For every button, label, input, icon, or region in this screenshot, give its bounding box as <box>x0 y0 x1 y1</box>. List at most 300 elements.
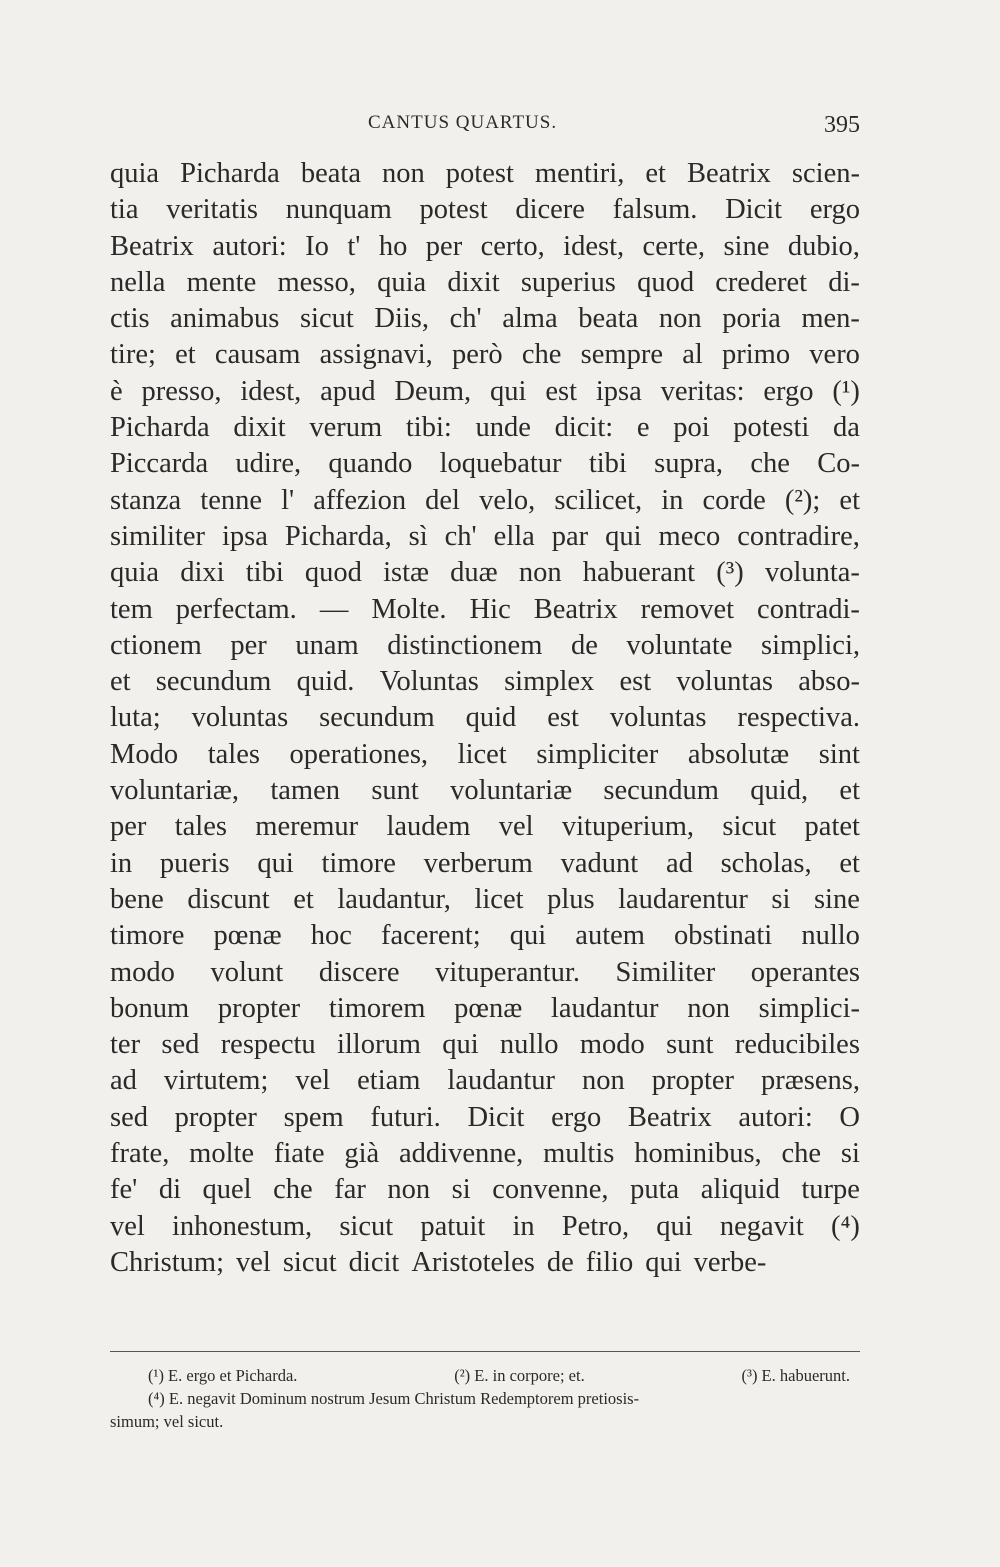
word: sed <box>110 1101 148 1133</box>
word: fe' <box>110 1174 138 1206</box>
footnote-1: (¹) E. ergo et Picharda. <box>148 1366 298 1385</box>
word: meco <box>658 520 721 552</box>
word: vel <box>295 1065 331 1097</box>
word: quod <box>637 266 695 298</box>
word: vel <box>236 1246 271 1278</box>
word: ad <box>110 1065 137 1097</box>
text-line <box>110 1063 860 1099</box>
word: similiter <box>110 520 205 552</box>
word: Beatrix <box>627 1101 712 1133</box>
text-line <box>110 265 860 301</box>
word: reducibiles <box>734 1029 860 1061</box>
word: hominibus, <box>634 1138 762 1170</box>
text-line <box>110 1172 860 1208</box>
word: simpliciter <box>536 738 659 770</box>
text-line <box>110 1100 860 1136</box>
word: di <box>158 1174 181 1206</box>
word: O <box>839 1101 860 1133</box>
text-line <box>110 483 860 519</box>
word: qui <box>509 920 547 952</box>
word: dicere <box>515 194 585 226</box>
word: meremur <box>255 811 359 843</box>
word: luta; <box>110 702 161 734</box>
word: timore <box>321 847 396 879</box>
word: qui <box>645 1246 682 1278</box>
word: puta <box>630 1174 680 1206</box>
word: Dicit <box>467 1101 525 1133</box>
word: operationes, <box>289 738 429 770</box>
word: autem <box>575 920 645 952</box>
word: sicut <box>282 1246 337 1278</box>
word: ipsa <box>221 520 268 552</box>
word: tire; <box>110 339 156 371</box>
word: veritas: <box>660 375 745 407</box>
word: habuerant <box>582 557 696 589</box>
word: de <box>546 1246 574 1278</box>
word: Picharda, <box>284 520 392 552</box>
page-number: 395 <box>824 112 860 138</box>
word: è <box>110 375 123 407</box>
word: præsens, <box>761 1065 860 1097</box>
word: dixi <box>180 557 225 589</box>
word: licet <box>457 738 507 770</box>
word: Beatrix <box>687 158 771 189</box>
word: causam <box>214 339 301 371</box>
footnote-row <box>110 1364 860 1387</box>
word: sicut <box>339 1210 394 1242</box>
text-line <box>110 374 860 410</box>
word: licet <box>474 883 524 915</box>
word: sì <box>408 520 428 552</box>
text-line <box>110 1136 860 1172</box>
text-line <box>110 519 860 555</box>
word: voluntas <box>609 702 707 734</box>
word: (⁴) <box>830 1210 860 1242</box>
word: nella <box>110 266 166 298</box>
word: multis <box>543 1138 615 1170</box>
text-line <box>110 592 860 628</box>
word: Modo <box>110 738 179 770</box>
word: frate, <box>110 1138 170 1170</box>
word: virtutem; <box>163 1065 269 1097</box>
word: e <box>636 412 650 444</box>
word: tenne <box>200 484 263 516</box>
word: timorem <box>328 992 426 1024</box>
text-line <box>110 1027 860 1063</box>
word: che <box>521 339 562 371</box>
word: quia <box>110 158 160 189</box>
word: et <box>645 158 666 189</box>
word: est <box>545 375 577 407</box>
word: idest, <box>563 230 625 262</box>
word: Picharda <box>110 412 210 444</box>
word: scien- <box>791 158 860 189</box>
word: obstinati <box>674 920 773 952</box>
word: vadunt <box>560 847 639 879</box>
word: (²); <box>784 484 821 516</box>
word: certo, <box>480 230 545 262</box>
word: voluntate <box>626 629 733 661</box>
word: verberum <box>423 847 533 879</box>
word: ergo <box>763 375 814 407</box>
word: Beatrix <box>533 593 618 625</box>
word: mentiri, <box>534 158 625 189</box>
word: verum <box>309 412 383 444</box>
word: quia <box>377 266 427 298</box>
word: nullo <box>801 920 860 952</box>
word: quid, <box>750 775 809 807</box>
footnote-rule <box>110 1351 860 1352</box>
footnote-2: (²) E. in corpore; et. <box>454 1366 585 1385</box>
word: voluntariæ <box>450 775 573 807</box>
footnote-row <box>110 1410 860 1433</box>
word: unde <box>475 412 531 444</box>
word: laudarentur <box>618 883 748 915</box>
text-line <box>110 1245 860 1281</box>
text-line <box>110 156 860 192</box>
word: scilicet, <box>554 484 643 516</box>
word: di- <box>828 266 860 298</box>
word: contradire, <box>737 520 860 552</box>
text-line <box>110 918 860 954</box>
word: ter <box>110 1029 141 1061</box>
word: potest <box>445 158 514 189</box>
word: abso- <box>798 666 860 698</box>
word: qui <box>605 520 642 552</box>
word: udire, <box>235 448 302 480</box>
footnote-4-continued: simum; vel sicut. <box>110 1412 224 1431</box>
word: verbe- <box>693 1246 767 1278</box>
word: non <box>382 158 425 189</box>
word: Hic <box>469 593 511 625</box>
word: perfectam. <box>175 593 297 625</box>
word: l' <box>281 484 295 516</box>
word: ch' <box>449 303 482 335</box>
word: laudem <box>386 811 471 843</box>
word: sine <box>813 883 860 915</box>
word: hoc <box>310 920 352 952</box>
word: in <box>661 484 684 516</box>
word: quid. <box>296 666 355 698</box>
word: autori: <box>738 1101 813 1133</box>
text-line <box>110 955 860 991</box>
word: che <box>273 1174 313 1206</box>
word: tibi <box>588 448 627 480</box>
word: turpe <box>801 1174 860 1206</box>
text-line <box>110 628 860 664</box>
word: inhonestum, <box>172 1210 313 1242</box>
word: simplici, <box>761 629 860 661</box>
text-line <box>110 700 860 736</box>
word: supra, <box>654 448 724 480</box>
word: per <box>110 811 147 843</box>
word: simplici- <box>758 992 860 1024</box>
word: respectiva. <box>737 702 860 734</box>
word: tales <box>207 738 260 770</box>
word: Deum, <box>394 375 472 407</box>
text-line <box>110 1209 860 1245</box>
word: dixit <box>447 266 500 298</box>
word: facerent; <box>380 920 481 952</box>
word: negavit <box>719 1210 804 1242</box>
word: ipsa <box>595 375 642 407</box>
word: ergo <box>551 1101 602 1133</box>
word: beata <box>300 158 361 189</box>
word: Molte. <box>371 593 447 625</box>
word: apud <box>320 375 376 407</box>
word: veritatis <box>166 194 259 226</box>
word: Similiter <box>615 956 716 988</box>
word: al <box>682 339 703 371</box>
text-line <box>110 410 860 446</box>
text-line <box>110 991 860 1027</box>
text-line <box>110 846 860 882</box>
word: simplex <box>504 666 595 698</box>
word: bene <box>110 883 164 915</box>
word: si <box>771 883 791 915</box>
word: propter <box>217 992 301 1024</box>
text-line <box>110 664 860 700</box>
word: si <box>840 1138 860 1170</box>
word: far <box>334 1174 366 1206</box>
word: quel <box>202 1174 252 1206</box>
word: propter <box>174 1101 257 1133</box>
word: Piccarda <box>110 448 209 480</box>
word: falsum. <box>612 194 698 226</box>
word: sicut <box>299 303 354 335</box>
word: potest <box>419 194 488 226</box>
text-line <box>110 192 860 228</box>
word: non <box>687 992 730 1024</box>
word: quia <box>110 557 160 589</box>
text-line <box>110 737 860 773</box>
word: non <box>582 1065 625 1097</box>
word: patuit <box>420 1210 486 1242</box>
word: poi <box>673 412 710 444</box>
word: si <box>451 1174 471 1206</box>
word: loquebatur <box>439 448 562 480</box>
word: volunta- <box>764 557 860 589</box>
word: et <box>839 775 860 807</box>
word: presso, <box>141 375 222 407</box>
running-head: CANTUS QUARTUS. <box>368 112 558 133</box>
word: ergo <box>809 194 860 226</box>
word: dicit <box>348 1246 400 1278</box>
word: spem <box>283 1101 344 1133</box>
word: per <box>230 629 267 661</box>
word: distinctionem <box>387 629 543 661</box>
word: duæ <box>450 557 498 589</box>
word: vituperium, <box>561 811 695 843</box>
word: pueris <box>159 847 230 879</box>
word: operantes <box>750 956 860 988</box>
word: animabus <box>170 303 280 335</box>
word: futuri. <box>370 1101 441 1133</box>
word: timore <box>110 920 185 952</box>
text-line <box>110 229 860 265</box>
word: filio <box>585 1246 634 1278</box>
footnote-4: (⁴) E. negavit Dominum nostrum Jesum Christum Redemptorem pretiosis- <box>148 1389 640 1408</box>
word: tibi: <box>405 412 452 444</box>
word: et <box>175 339 196 371</box>
word: ad <box>665 847 693 879</box>
word: Co- <box>817 448 860 480</box>
text-line <box>110 882 860 918</box>
word: voluntas <box>191 702 289 734</box>
word: qui <box>257 847 294 879</box>
word: pœnæ <box>213 920 282 952</box>
footnotes <box>110 1364 860 1433</box>
word: autori: <box>212 230 287 262</box>
word: dixit <box>233 412 286 444</box>
word: par <box>551 520 589 552</box>
word: nunquam <box>285 194 392 226</box>
text-line <box>110 773 860 809</box>
word: sine <box>723 230 770 262</box>
word: qui <box>442 1029 479 1061</box>
word: addivenne, <box>399 1138 524 1170</box>
word: non <box>387 1174 431 1206</box>
word: Io <box>305 230 329 262</box>
footnote-3: (³) E. habuerunt. <box>741 1366 850 1385</box>
word: laudantur <box>550 992 659 1024</box>
word: discere <box>318 956 400 988</box>
word: Petro, <box>561 1210 630 1242</box>
word: modo <box>110 956 175 988</box>
word: ctionem <box>110 629 202 661</box>
word: tales <box>174 811 227 843</box>
word: certe, <box>642 230 706 262</box>
word: (³) <box>716 557 744 589</box>
word: modo <box>579 1029 645 1061</box>
word: non <box>518 557 562 589</box>
word: sed <box>161 1029 200 1061</box>
word: mente <box>186 266 257 298</box>
word: superius <box>520 266 616 298</box>
text-line <box>110 337 860 373</box>
footnote-row <box>110 1387 860 1410</box>
word: Diis, <box>374 303 430 335</box>
word: patet <box>804 811 860 843</box>
word: molte <box>189 1138 255 1170</box>
word: tamen <box>270 775 340 807</box>
word: convenne, <box>492 1174 609 1206</box>
word: vel <box>498 811 534 843</box>
word: laudantur <box>447 1065 556 1097</box>
word: contradi- <box>757 593 860 625</box>
word: t' <box>347 230 361 262</box>
word: però <box>452 339 503 371</box>
page-header <box>110 112 860 142</box>
word: illorum <box>336 1029 421 1061</box>
word: tia <box>110 194 139 226</box>
word: qui <box>656 1210 693 1242</box>
text-line <box>110 446 860 482</box>
word: non <box>658 303 702 335</box>
word: sunt <box>666 1029 714 1061</box>
word: assignavi, <box>319 339 433 371</box>
word: che <box>781 1138 822 1170</box>
word: potesti <box>733 412 810 444</box>
word: secundum <box>155 666 272 698</box>
word: crederet <box>715 266 808 298</box>
word: de <box>570 629 598 661</box>
word: quid <box>465 702 517 734</box>
word: quod <box>304 557 362 589</box>
word: primo <box>722 339 791 371</box>
word: discunt <box>187 883 270 915</box>
word: voluntas <box>676 666 773 698</box>
word: et <box>839 484 860 516</box>
word: et <box>110 666 131 698</box>
word: vituperantur. <box>435 956 580 988</box>
word: Picharda <box>180 158 280 189</box>
word: istæ <box>383 557 429 589</box>
word: ella <box>493 520 535 552</box>
word: vel <box>110 1210 145 1242</box>
word: affezion <box>313 484 407 516</box>
word: ch' <box>444 520 477 552</box>
word: sunt <box>371 775 419 807</box>
word: sicut <box>722 811 777 843</box>
word: plus <box>547 883 595 915</box>
word: velo, <box>479 484 536 516</box>
word: in <box>110 847 133 879</box>
word: (¹) <box>832 375 860 407</box>
word: sempre <box>580 339 663 371</box>
word: del <box>425 484 460 516</box>
word: et <box>293 883 314 915</box>
word: aliquid <box>700 1174 780 1206</box>
word: dubio, <box>787 230 860 262</box>
word: Aristoteles <box>411 1246 535 1278</box>
word: volunt <box>210 956 284 988</box>
word: tem <box>110 593 153 625</box>
word: secundum <box>319 702 435 734</box>
word: scholas, <box>720 847 812 879</box>
word: ctis <box>110 303 150 335</box>
word: quando <box>328 448 413 480</box>
word: poria <box>722 303 781 335</box>
word: Voluntas <box>379 666 479 698</box>
body-text <box>110 156 860 1281</box>
text-line <box>110 301 860 337</box>
word: vero <box>809 339 860 371</box>
word: da <box>832 412 860 444</box>
word: fiate <box>273 1138 325 1170</box>
word: in <box>512 1210 535 1242</box>
word: etiam <box>357 1065 421 1097</box>
word: alma <box>502 303 558 335</box>
word: absolutæ <box>687 738 790 770</box>
word: men- <box>801 303 860 335</box>
word: ho <box>378 230 408 262</box>
word: est <box>547 702 579 734</box>
word: voluntariæ, <box>110 775 240 807</box>
word: corde <box>702 484 766 516</box>
word: sint <box>818 738 860 770</box>
word: Dicit <box>725 194 783 226</box>
word: bonum <box>110 992 190 1024</box>
word: removet <box>640 593 735 625</box>
text-line <box>110 555 860 591</box>
word: est <box>619 666 652 698</box>
word: respectu <box>220 1029 316 1061</box>
word: per <box>425 230 463 262</box>
word: propter <box>651 1065 735 1097</box>
word: che <box>750 448 790 480</box>
text-line <box>110 809 860 845</box>
